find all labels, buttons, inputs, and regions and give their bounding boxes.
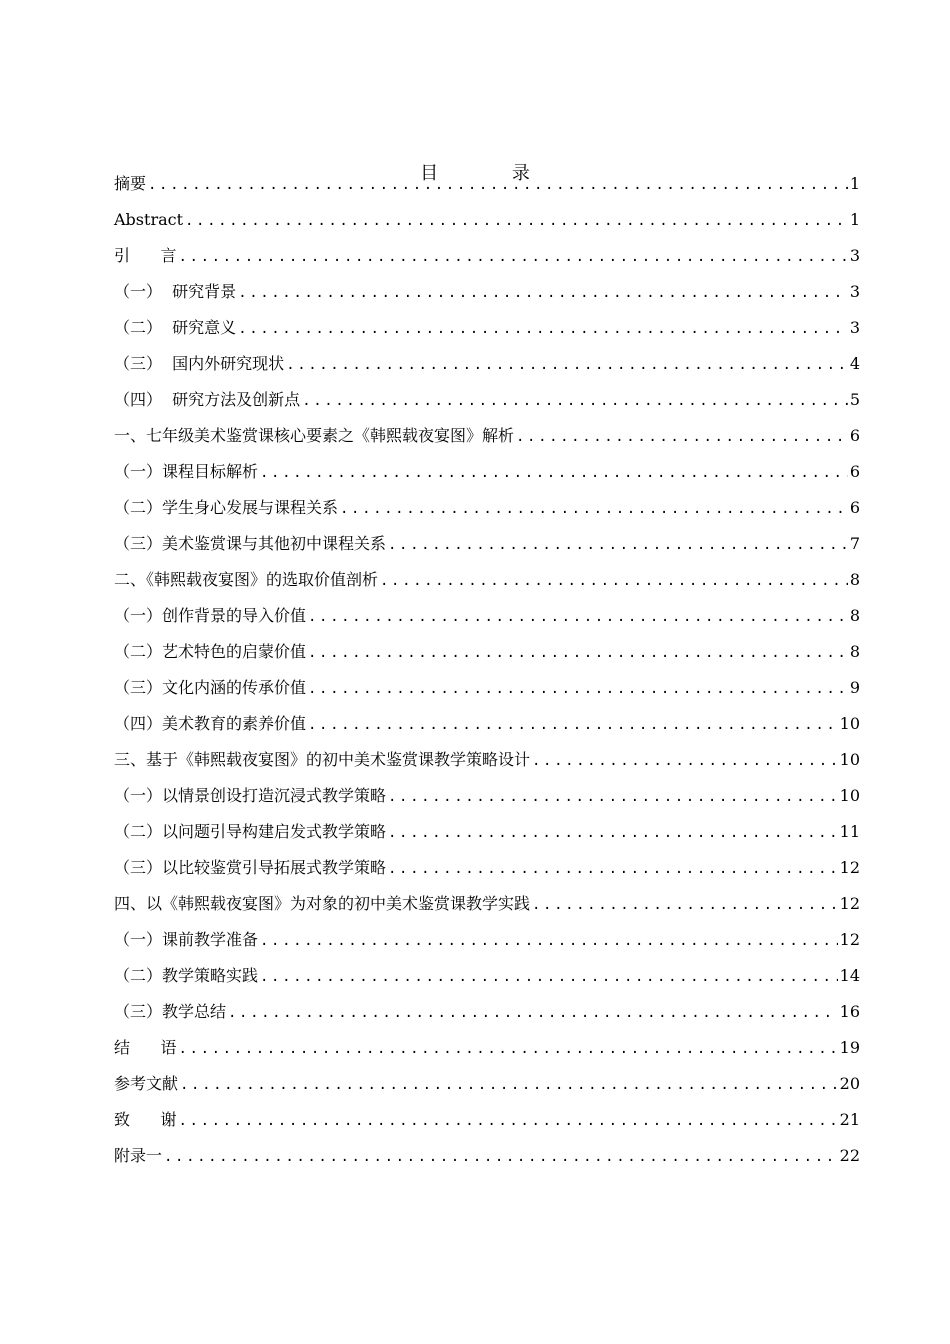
toc-entry-page: 8 (849, 606, 860, 625)
toc-entry[interactable] (114, 999, 860, 1025)
toc-entry[interactable] (114, 351, 860, 377)
toc-entry-page: 11 (839, 822, 860, 841)
toc-entry-page: 10 (839, 786, 860, 805)
toc-entry[interactable] (114, 891, 860, 917)
toc-entry-label: 结 语 (114, 1038, 177, 1057)
toc-entry-page: 6 (849, 426, 860, 445)
dot-leader (380, 568, 848, 594)
toc-entry[interactable] (114, 243, 860, 269)
dot-leader (302, 388, 848, 414)
toc-entry-page: 14 (839, 966, 860, 985)
toc-entry[interactable] (114, 1035, 860, 1061)
toc-entry-page: 6 (849, 498, 860, 517)
toc-entry-page: 21 (839, 1110, 860, 1129)
toc-entry-label: （三）以比较鉴赏引导拓展式教学策略 (114, 858, 387, 877)
toc-entry-page: 8 (849, 642, 860, 661)
toc-entry[interactable] (114, 855, 860, 881)
toc-entry[interactable] (114, 1071, 860, 1097)
toc-entry[interactable] (114, 423, 860, 449)
dot-leader (308, 640, 848, 666)
toc-entry-page: 3 (849, 246, 860, 265)
toc-entry-label: 四、以《韩熙载夜宴图》为对象的初中美术鉴赏课教学实践 (114, 894, 531, 913)
toc-entry-label: （一） 研究背景 (114, 282, 237, 301)
toc-entry-page: 1 (849, 174, 860, 193)
toc-entry[interactable] (114, 387, 860, 413)
toc-entry-label: （一）课前教学准备 (114, 930, 259, 949)
dot-leader (308, 676, 848, 702)
toc-entry-page: 9 (849, 678, 860, 697)
toc-entry[interactable] (114, 963, 860, 989)
dot-leader (179, 244, 848, 270)
toc-entry-page: 1 (849, 210, 860, 229)
toc-entry-page: 20 (839, 1074, 860, 1093)
toc-entry-page: 3 (849, 318, 860, 337)
toc-entry-label: 一、七年级美术鉴赏课核心要素之《韩熙载夜宴图》解析 (114, 426, 515, 445)
toc-entry-page: 8 (849, 570, 860, 589)
toc-entry[interactable] (114, 1107, 860, 1133)
toc-entry-label: （一）创作背景的导入价值 (114, 606, 307, 625)
toc-entry-label: 引 言 (114, 246, 177, 265)
toc-entry-label: （二）教学策略实践 (114, 966, 259, 985)
toc-entry[interactable] (114, 495, 860, 521)
toc-entry[interactable] (114, 315, 860, 341)
toc-entry-label: 致 谢 (114, 1110, 177, 1129)
toc-entry[interactable] (114, 567, 860, 593)
toc-entry-label: （四）美术教育的素养价值 (114, 714, 307, 733)
toc-entry[interactable] (114, 603, 860, 629)
dot-leader (260, 460, 848, 486)
toc-entry-label: （三）美术鉴赏课与其他初中课程关系 (114, 534, 387, 553)
toc-entry-label: （三）教学总结 (114, 1002, 227, 1021)
toc-entry-page: 7 (849, 534, 860, 553)
toc-entry-page: 16 (839, 1002, 860, 1021)
toc-entry[interactable] (114, 171, 860, 197)
toc-entry-page: 12 (839, 930, 860, 949)
toc-title: 目 录 (420, 163, 564, 184)
toc-entry[interactable] (114, 819, 860, 845)
toc-entry[interactable] (114, 459, 860, 485)
toc-entry[interactable] (114, 279, 860, 305)
dot-leader (532, 892, 838, 918)
dot-leader (238, 316, 848, 342)
toc-entry[interactable] (114, 639, 860, 665)
dot-leader (388, 820, 838, 846)
toc-entry-label: 三、基于《韩熙载夜宴图》的初中美术鉴赏课教学策略设计 (114, 750, 531, 769)
toc-entry[interactable] (114, 1143, 860, 1169)
toc-entry-label: Abstract (114, 210, 184, 229)
dot-leader (532, 748, 838, 774)
dot-leader (148, 172, 848, 198)
dot-leader (388, 532, 848, 558)
toc-entry-page: 19 (839, 1038, 860, 1057)
toc-entry-label: （三）文化内涵的传承价值 (114, 678, 307, 697)
toc-entry-label: （一）以情景创设打造沉浸式教学策略 (114, 786, 387, 805)
toc-entry-label: 参考文献 (114, 1074, 179, 1093)
toc-entry[interactable] (114, 711, 860, 737)
toc-entry-label: （四） 研究方法及创新点 (114, 390, 301, 409)
toc-entry-label: （二）以问题引导构建启发式教学策略 (114, 822, 387, 841)
toc-entry-page: 12 (839, 858, 860, 877)
toc-entry-page: 22 (839, 1146, 860, 1165)
dot-leader (180, 1072, 838, 1098)
toc-entry[interactable] (114, 207, 860, 233)
dot-leader (340, 496, 848, 522)
toc-entry-page: 3 (849, 282, 860, 301)
toc-entry-page: 12 (839, 894, 860, 913)
toc-entry[interactable] (114, 783, 860, 809)
toc-entry-label: 摘要 (114, 174, 147, 193)
toc-entry[interactable] (114, 531, 860, 557)
toc-entry[interactable] (114, 747, 860, 773)
dot-leader (228, 1000, 838, 1026)
toc-entry[interactable] (114, 927, 860, 953)
toc-entry-page: 4 (849, 354, 860, 373)
toc-entry-page: 5 (849, 390, 860, 409)
dot-leader (260, 964, 838, 990)
toc-entry[interactable] (114, 675, 860, 701)
toc-entry-label: 二、《韩熙载夜宴图》的选取价值剖析 (114, 570, 379, 589)
toc-entry-label: （二） 研究意义 (114, 318, 237, 337)
dot-leader (308, 604, 848, 630)
dot-leader (388, 784, 838, 810)
toc-entry-label: （二）学生身心发展与课程关系 (114, 498, 339, 517)
toc-entry-label: （三） 国内外研究现状 (114, 354, 285, 373)
toc-entry-label: 附录一 (114, 1146, 163, 1165)
toc-entry-page: 6 (849, 462, 860, 481)
dot-leader (185, 208, 848, 234)
dot-leader (516, 424, 848, 450)
dot-leader (179, 1036, 838, 1062)
toc-entry-page: 10 (839, 714, 860, 733)
dot-leader (308, 712, 838, 738)
dot-leader (260, 928, 838, 954)
toc-entry-page: 10 (839, 750, 860, 769)
toc-entry-label: （一）课程目标解析 (114, 462, 259, 481)
dot-leader (388, 856, 838, 882)
dot-leader (286, 352, 848, 378)
dot-leader (179, 1108, 838, 1134)
dot-leader (238, 280, 848, 306)
toc-entry-label: （二）艺术特色的启蒙价值 (114, 642, 307, 661)
dot-leader (164, 1144, 838, 1170)
